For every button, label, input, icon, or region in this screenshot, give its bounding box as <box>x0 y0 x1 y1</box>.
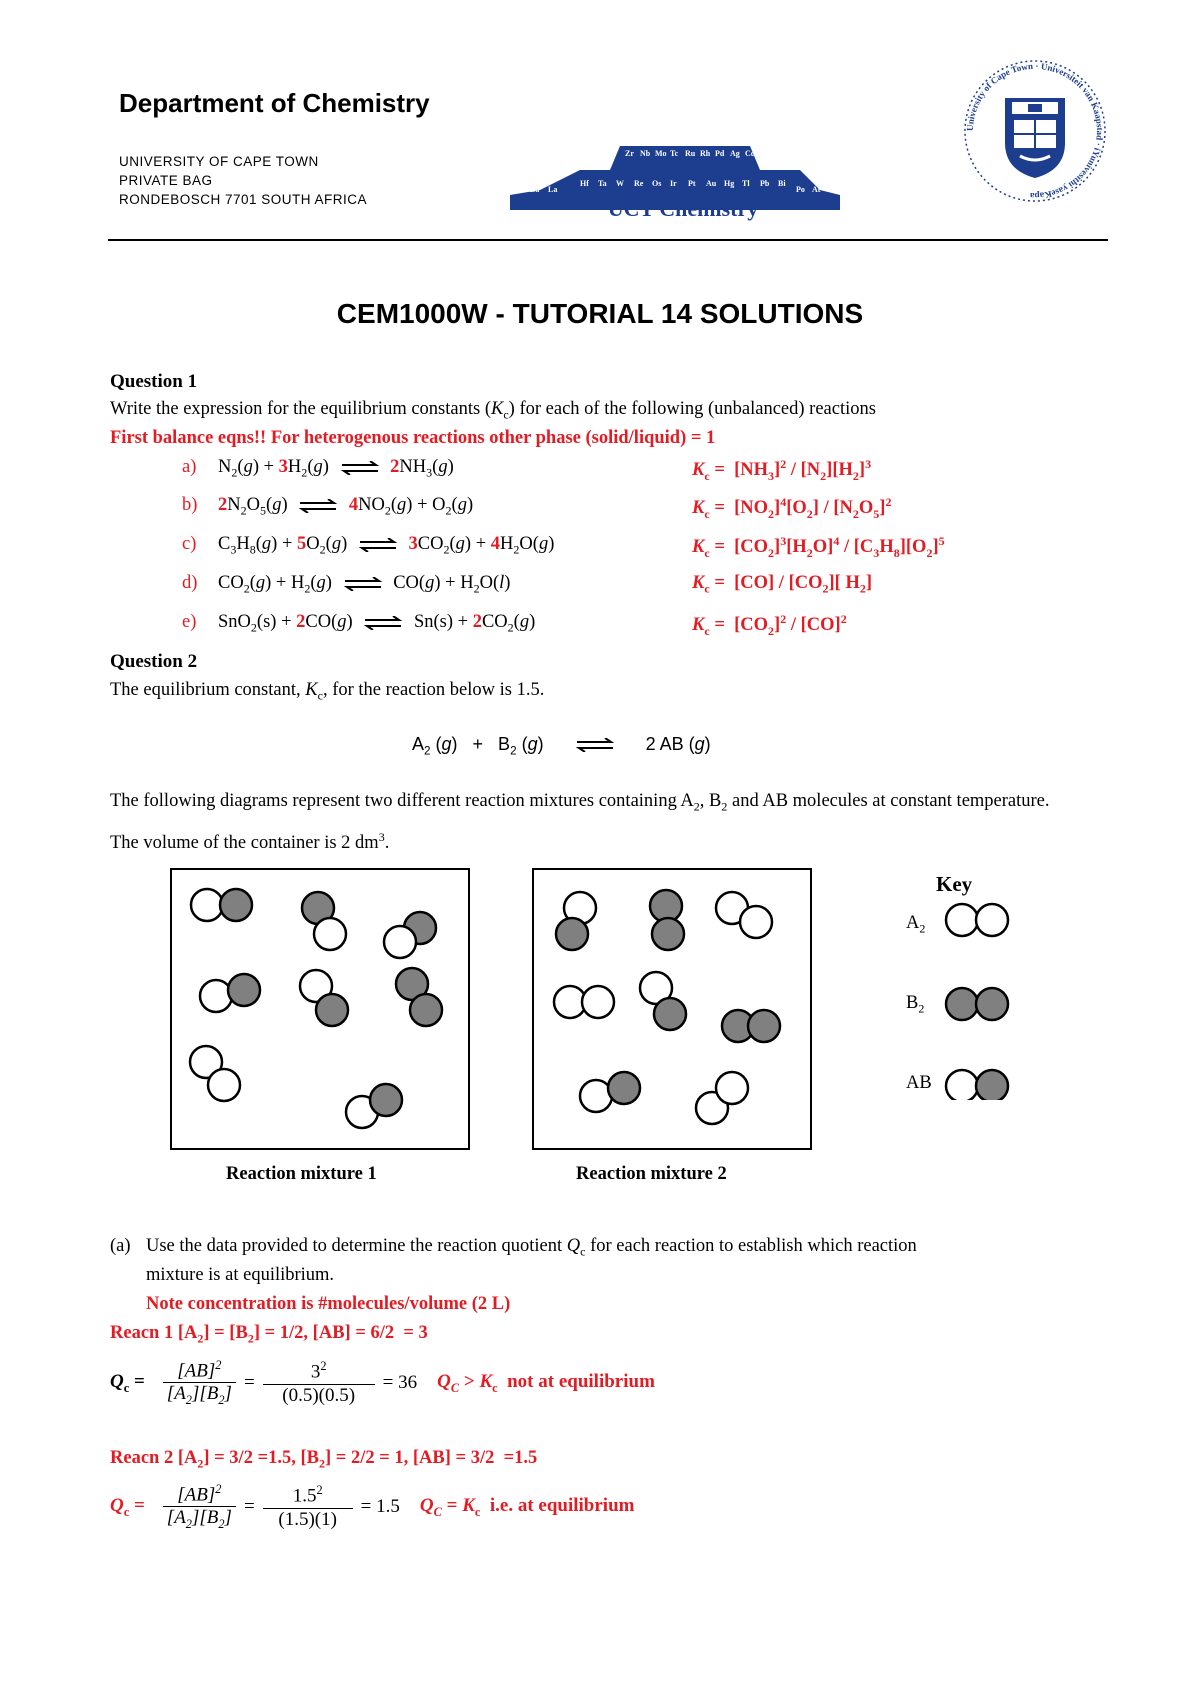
banner-el: Ir <box>670 179 677 188</box>
molecule-atom-white <box>740 906 772 938</box>
molecule-atom-white <box>314 918 346 950</box>
banner-el: Bi <box>778 179 786 188</box>
key-molecules <box>944 900 1016 1100</box>
q2-reaction: $A_2$ $(g) + B_2$ (g) 2 AB (g) <box>412 734 711 758</box>
mixture-2-molecules <box>534 870 810 1148</box>
key-a2-label: $A_2$ <box>906 913 926 936</box>
molecule-atom-grey <box>556 918 588 950</box>
key-ab-label: AB <box>906 1073 932 1093</box>
banner-el: Rh <box>700 149 711 158</box>
part-a-note: Note concentration is #molecules/volume (2 L) <box>146 1294 511 1314</box>
reacn-1-concentrations: Reacn 1 $[A_2] = [B_2] = 1/2$, [AB] = 6/2 = 3 <box>110 1323 428 1346</box>
reaction-label: d) <box>182 573 198 593</box>
banner-el: At <box>812 185 821 194</box>
banner-el: Tl <box>742 179 750 188</box>
reaction-mixture-1-box <box>170 868 470 1150</box>
banner-el: Os <box>652 179 662 188</box>
molecule-atom-grey <box>410 994 442 1026</box>
molecule-atom-grey <box>748 1010 780 1042</box>
banner-el: Rn <box>828 185 839 194</box>
banner-el: Nb <box>640 149 651 158</box>
mixture-1-molecules <box>172 870 468 1148</box>
banner-el: W <box>616 179 624 188</box>
key-b2-label: $B_2$ <box>906 993 925 1016</box>
banner-el: Cd <box>745 149 756 158</box>
mixture-1-label: Reaction mixture 1 <box>226 1164 377 1184</box>
banner-el: Pd <box>715 149 725 158</box>
reaction-label: b) <box>182 495 198 515</box>
address-line-1: UNIVERSITY OF CAPE TOWN <box>119 154 319 169</box>
reacn-2-concentrations: Reacn 2 $[A_2] = 3/2 =1.5$, $[B_2] = 2/2 = 1$, [AB] = 3/2 =1.5 <box>110 1448 538 1471</box>
equilibrium-arrow-icon <box>358 538 398 552</box>
part-a-text-2: mixture is at equilibrium. <box>146 1265 335 1285</box>
page-title: CEM1000W - TUTORIAL 14 SOLUTIONS <box>336 298 864 329</box>
q1-note: First balance eqns!! For heterogenous reactions other phase (solid/liquid) = 1 <box>110 428 716 448</box>
reaction-b: b) $2N_2O_5(g) 4NO_2(g) + O_2(g)$ $K_c = [NO_2]^4[O_2] / [N_2O_5]^2$ <box>182 495 892 521</box>
reaction-label: c) <box>182 534 197 554</box>
reaction-d: d) $CO_2(g) + H_2(g) CO(g) + H_2O(l)$ $K_c = [CO] / [CO_2]$[ $H_2$] <box>182 573 873 596</box>
banner-el: Re <box>634 179 644 188</box>
reaction-mixture-2-box <box>532 868 812 1150</box>
banner-el: Ba <box>530 185 540 194</box>
reaction-c: c) $C_3H_8(g) + 5O_2(g) 3CO_2(g) + 4H_2O(g)$ $K_c = [CO_2]^3[H_2O]^4 / [C_3H_8][O_2]^5$ <box>182 534 945 560</box>
banner-el: Hg <box>724 179 735 188</box>
uct-chemistry-logo <box>500 140 870 228</box>
seal-text: University of Cape Town · Universiteit van Kaapstad · iYunivesithi yaseKapa <box>964 60 1106 202</box>
banner-el: Po <box>796 185 805 194</box>
banner-el: Au <box>706 179 717 188</box>
department-title: Department of Chemistry <box>119 88 430 118</box>
equilibrium-arrow-icon <box>571 738 619 752</box>
equilibrium-arrow-icon <box>343 577 383 591</box>
molecule-atom-white <box>582 986 614 1018</box>
banner-el: Mo <box>655 149 667 158</box>
banner-el: Ru <box>685 149 696 158</box>
qc-formula-1: $Q_c$ = $\frac{[AB]^2}{[A_2][B_2]}$ = $\frac{3^2}{(0.5)(0.5)}$ = 36 $Q_C > K_c$ not at equilibrium <box>110 1357 655 1408</box>
equilibrium-arrow-icon <box>363 616 403 630</box>
molecule-atom-grey <box>228 974 260 1006</box>
part-a-label: (a) <box>110 1236 131 1256</box>
header-rule <box>108 239 1108 241</box>
q2-heading: Question 2 <box>110 651 198 672</box>
molecule-atom-white <box>716 1072 748 1104</box>
molecule-atom-white <box>200 980 232 1012</box>
molecule-atom-white <box>384 926 416 958</box>
banner-title: UCT Chemistry <box>607 196 759 221</box>
molecule-atom-grey <box>652 918 684 950</box>
molecule-atom-white <box>191 889 223 921</box>
banner-el: Zr <box>625 149 634 158</box>
banner-el: Hf <box>580 179 589 188</box>
q2-intro: The equilibrium constant, $K_c$, for the reaction below is 1.5. <box>110 680 545 703</box>
q2-description: The following diagrams represent two different reaction mixtures containing $A_2$, $B_2$ and AB molecules at constant temperature. The volume of the container is 2 $dm^3$. <box>110 791 1050 853</box>
molecule-atom-grey <box>608 1072 640 1104</box>
molecule-atom-white <box>208 1069 240 1101</box>
molecule-atom-grey <box>220 889 252 921</box>
key-title: Key <box>936 872 973 896</box>
mixture-2-label: Reaction mixture 2 <box>576 1164 727 1184</box>
molecule-atom-grey <box>370 1084 402 1116</box>
part-a-text: Use the data provided to determine the reaction quotient $Q_c$ for each reaction to establish which reaction <box>146 1236 917 1259</box>
equilibrium-arrow-icon <box>298 499 338 513</box>
q1-heading: Question 1 <box>110 371 198 392</box>
banner-el: La <box>548 185 558 194</box>
banner-el: Pb <box>760 179 770 188</box>
uct-seal <box>962 58 1108 204</box>
banner-el: Tc <box>670 149 679 158</box>
reaction-e: e) SnO$_2$(s) + 2CO(g) $Sn(s) + 2CO_2(g)$ $K_c = [CO_2]^2 / [CO]^2$ <box>182 612 847 638</box>
banner-el: Cs <box>512 185 521 194</box>
equilibrium-arrow-icon <box>340 461 380 475</box>
reaction-a: a) $N_2(g) + 3H_2(g)$ $2NH_3(g)$ $K_c = [NH_3]^2 / [N_2][H_2]^3$ <box>182 457 872 483</box>
qc-formula-2: $Q_c$ = $\frac{[AB]^2}{[A_2][B_2]}$ = $\frac{1.5^2}{(1.5)(1)}$ = 1.5 $Q_C = K_c$ i.e. at equilibrium <box>110 1481 635 1532</box>
molecule-atom-grey <box>316 994 348 1026</box>
banner-el: Ag <box>730 149 740 158</box>
reaction-label: e) <box>182 612 197 632</box>
molecule-atom-grey <box>654 998 686 1030</box>
address-line-3: RONDEBOSCH 7701 SOUTH AFRICA <box>119 192 368 207</box>
reaction-label: a) <box>182 457 197 477</box>
q1-prompt: Write the expression for the equilibrium constants $(K_c)$ for each of the following (unbalanced) reactions <box>110 399 876 422</box>
banner-el: Pt <box>688 179 696 188</box>
banner-el: Ta <box>598 179 607 188</box>
address-line-2: PRIVATE BAG <box>119 173 213 188</box>
